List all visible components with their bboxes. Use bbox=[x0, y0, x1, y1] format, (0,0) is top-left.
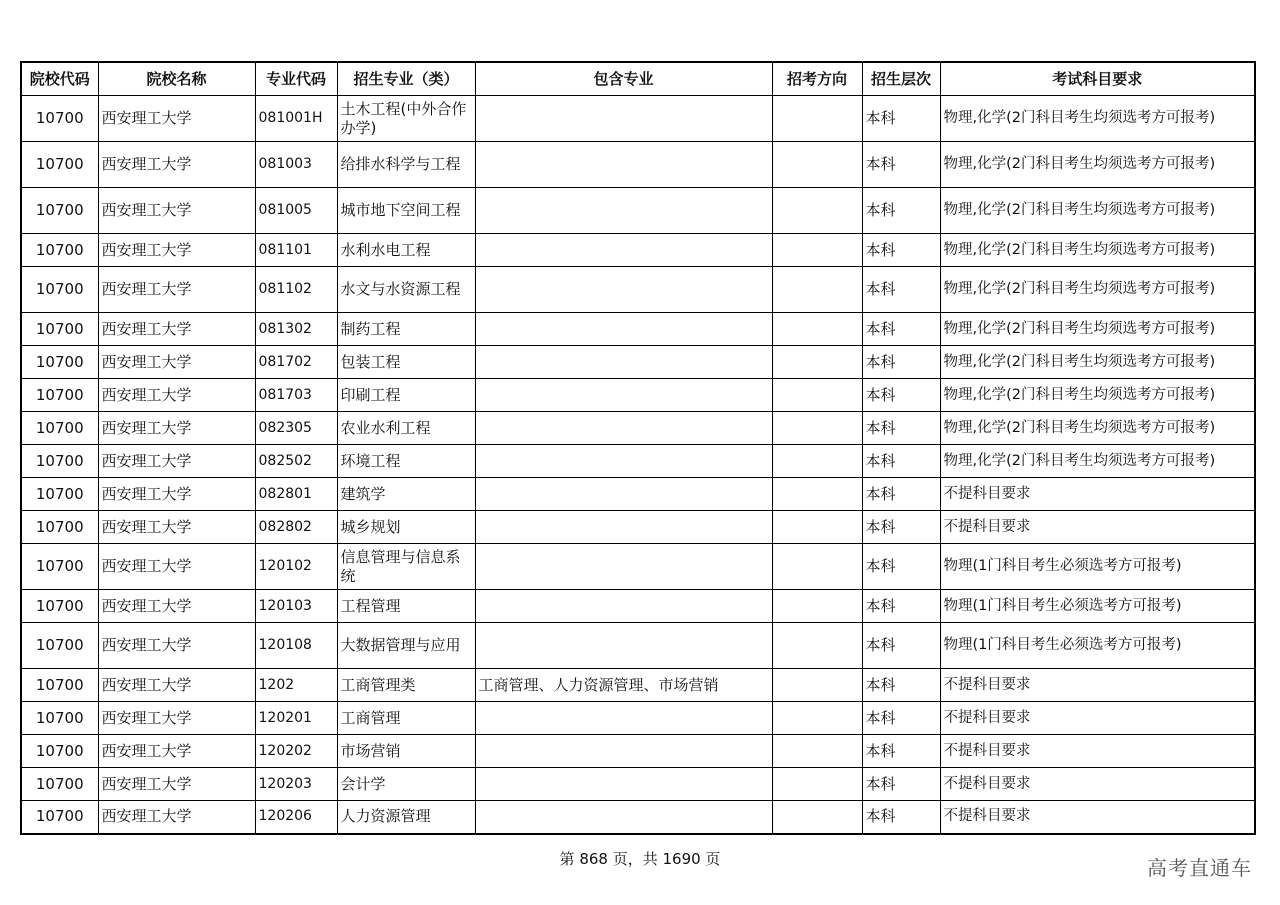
header-direction: 招考方向 bbox=[772, 62, 862, 96]
cell-included-majors bbox=[475, 445, 772, 478]
cell-subject-requirement: 不提科目要求 bbox=[940, 768, 1255, 801]
cell-included-majors bbox=[475, 478, 772, 511]
cell-major-code: 081003 bbox=[255, 142, 337, 188]
cell-school-code: 10700 bbox=[21, 234, 98, 267]
table-row bbox=[21, 702, 1255, 735]
cell-school-name: 西安理工大学 bbox=[98, 313, 255, 346]
cell-major-code: 082801 bbox=[255, 478, 337, 511]
cell-level: 本科 bbox=[862, 801, 940, 834]
cell-direction bbox=[772, 379, 862, 412]
cell-subject-requirement: 不提科目要求 bbox=[940, 478, 1255, 511]
cell-school-code: 10700 bbox=[21, 188, 98, 234]
cell-included-majors bbox=[475, 590, 772, 623]
cell-major-code: 082305 bbox=[255, 412, 337, 445]
cell-major-code: 082802 bbox=[255, 511, 337, 544]
cell-subject-requirement: 物理,化学(2门科目考生均须选考方可报考) bbox=[940, 346, 1255, 379]
cell-level: 本科 bbox=[862, 735, 940, 768]
cell-included-majors: 工商管理、人力资源管理、市场营销 bbox=[475, 669, 772, 702]
cell-school-code: 10700 bbox=[21, 445, 98, 478]
admissions-table bbox=[20, 61, 1256, 835]
header-level: 招生层次 bbox=[862, 62, 940, 96]
table-row bbox=[21, 445, 1255, 478]
cell-direction bbox=[772, 590, 862, 623]
table-row bbox=[21, 623, 1255, 669]
table-row bbox=[21, 234, 1255, 267]
cell-direction bbox=[772, 735, 862, 768]
cell-included-majors bbox=[475, 96, 772, 142]
cell-included-majors bbox=[475, 379, 772, 412]
table-row bbox=[21, 379, 1255, 412]
cell-level: 本科 bbox=[862, 412, 940, 445]
header-school-name: 院校名称 bbox=[98, 62, 255, 96]
cell-included-majors bbox=[475, 234, 772, 267]
table-row bbox=[21, 669, 1255, 702]
cell-subject-requirement: 物理,化学(2门科目考生均须选考方可报考) bbox=[940, 188, 1255, 234]
cell-school-code: 10700 bbox=[21, 267, 98, 313]
cell-direction bbox=[772, 801, 862, 834]
cell-included-majors bbox=[475, 412, 772, 445]
cell-included-majors bbox=[475, 544, 772, 590]
cell-school-code: 10700 bbox=[21, 511, 98, 544]
cell-subject-requirement: 物理,化学(2门科目考生均须选考方可报考) bbox=[940, 313, 1255, 346]
cell-level: 本科 bbox=[862, 267, 940, 313]
cell-school-name: 西安理工大学 bbox=[98, 478, 255, 511]
cell-school-code: 10700 bbox=[21, 623, 98, 669]
cell-direction bbox=[772, 445, 862, 478]
cell-direction bbox=[772, 346, 862, 379]
cell-major-code: 082502 bbox=[255, 445, 337, 478]
table-row bbox=[21, 801, 1255, 834]
cell-school-name: 西安理工大学 bbox=[98, 511, 255, 544]
cell-level: 本科 bbox=[862, 142, 940, 188]
cell-direction bbox=[772, 623, 862, 669]
cell-subject-requirement: 物理(1门科目考生必须选考方可报考) bbox=[940, 544, 1255, 590]
cell-level: 本科 bbox=[862, 544, 940, 590]
cell-major-code: 081302 bbox=[255, 313, 337, 346]
cell-major: 工程管理 bbox=[337, 590, 475, 623]
header-included-majors: 包含专业 bbox=[475, 62, 772, 96]
cell-level: 本科 bbox=[862, 768, 940, 801]
cell-major: 制药工程 bbox=[337, 313, 475, 346]
cell-included-majors bbox=[475, 702, 772, 735]
cell-school-name: 西安理工大学 bbox=[98, 346, 255, 379]
cell-direction bbox=[772, 96, 862, 142]
cell-major-code: 081703 bbox=[255, 379, 337, 412]
cell-subject-requirement: 物理,化学(2门科目考生均须选考方可报考) bbox=[940, 96, 1255, 142]
cell-major-code: 1202 bbox=[255, 669, 337, 702]
cell-major: 城乡规划 bbox=[337, 511, 475, 544]
cell-subject-requirement: 不提科目要求 bbox=[940, 735, 1255, 768]
cell-major-code: 081102 bbox=[255, 267, 337, 313]
table-row bbox=[21, 768, 1255, 801]
cell-major: 信息管理与信息系统 bbox=[337, 544, 475, 590]
cell-subject-requirement: 物理,化学(2门科目考生均须选考方可报考) bbox=[940, 142, 1255, 188]
cell-school-name: 西安理工大学 bbox=[98, 188, 255, 234]
cell-subject-requirement: 物理,化学(2门科目考生均须选考方可报考) bbox=[940, 412, 1255, 445]
cell-subject-requirement: 物理,化学(2门科目考生均须选考方可报考) bbox=[940, 267, 1255, 313]
cell-direction bbox=[772, 412, 862, 445]
cell-school-code: 10700 bbox=[21, 346, 98, 379]
cell-school-code: 10700 bbox=[21, 768, 98, 801]
cell-major: 水利水电工程 bbox=[337, 234, 475, 267]
cell-major-code: 120103 bbox=[255, 590, 337, 623]
cell-direction bbox=[772, 511, 862, 544]
table-row bbox=[21, 478, 1255, 511]
table-row bbox=[21, 346, 1255, 379]
cell-school-name: 西安理工大学 bbox=[98, 234, 255, 267]
cell-major-code: 081101 bbox=[255, 234, 337, 267]
cell-level: 本科 bbox=[862, 702, 940, 735]
header-subject-requirement: 考试科目要求 bbox=[940, 62, 1255, 96]
cell-school-code: 10700 bbox=[21, 313, 98, 346]
cell-level: 本科 bbox=[862, 346, 940, 379]
cell-direction bbox=[772, 544, 862, 590]
cell-school-code: 10700 bbox=[21, 669, 98, 702]
cell-level: 本科 bbox=[862, 379, 940, 412]
cell-included-majors bbox=[475, 511, 772, 544]
cell-major-code: 120203 bbox=[255, 768, 337, 801]
watermark-text: 高考直通车 bbox=[1147, 856, 1252, 880]
table-row bbox=[21, 142, 1255, 188]
cell-direction bbox=[772, 142, 862, 188]
cell-major: 会计学 bbox=[337, 768, 475, 801]
cell-included-majors bbox=[475, 801, 772, 834]
cell-direction bbox=[772, 478, 862, 511]
cell-school-name: 西安理工大学 bbox=[98, 142, 255, 188]
cell-school-name: 西安理工大学 bbox=[98, 623, 255, 669]
cell-subject-requirement: 物理(1门科目考生必须选考方可报考) bbox=[940, 623, 1255, 669]
cell-school-code: 10700 bbox=[21, 544, 98, 590]
table-row bbox=[21, 267, 1255, 313]
cell-direction bbox=[772, 669, 862, 702]
cell-school-name: 西安理工大学 bbox=[98, 412, 255, 445]
cell-major-code: 081702 bbox=[255, 346, 337, 379]
cell-school-name: 西安理工大学 bbox=[98, 379, 255, 412]
cell-included-majors bbox=[475, 623, 772, 669]
cell-major: 农业水利工程 bbox=[337, 412, 475, 445]
cell-major: 水文与水资源工程 bbox=[337, 267, 475, 313]
cell-included-majors bbox=[475, 735, 772, 768]
cell-major: 人力资源管理 bbox=[337, 801, 475, 834]
cell-included-majors bbox=[475, 267, 772, 313]
cell-level: 本科 bbox=[862, 478, 940, 511]
cell-level: 本科 bbox=[862, 590, 940, 623]
cell-school-name: 西安理工大学 bbox=[98, 735, 255, 768]
cell-direction bbox=[772, 267, 862, 313]
cell-school-name: 西安理工大学 bbox=[98, 669, 255, 702]
cell-included-majors bbox=[475, 346, 772, 379]
cell-school-code: 10700 bbox=[21, 801, 98, 834]
cell-major-code: 081005 bbox=[255, 188, 337, 234]
table-row bbox=[21, 544, 1255, 590]
cell-school-code: 10700 bbox=[21, 412, 98, 445]
cell-level: 本科 bbox=[862, 313, 940, 346]
header-major-code: 专业代码 bbox=[255, 62, 337, 96]
cell-major: 土木工程(中外合作办学) bbox=[337, 96, 475, 142]
cell-level: 本科 bbox=[862, 234, 940, 267]
cell-subject-requirement: 物理(1门科目考生必须选考方可报考) bbox=[940, 590, 1255, 623]
cell-major-code: 120206 bbox=[255, 801, 337, 834]
cell-major: 环境工程 bbox=[337, 445, 475, 478]
cell-school-name: 西安理工大学 bbox=[98, 768, 255, 801]
cell-major-code: 081001H bbox=[255, 96, 337, 142]
cell-major: 工商管理 bbox=[337, 702, 475, 735]
cell-direction bbox=[772, 768, 862, 801]
cell-subject-requirement: 不提科目要求 bbox=[940, 511, 1255, 544]
header-major: 招生专业（类） bbox=[337, 62, 475, 96]
cell-subject-requirement: 不提科目要求 bbox=[940, 801, 1255, 834]
cell-level: 本科 bbox=[862, 445, 940, 478]
cell-major: 城市地下空间工程 bbox=[337, 188, 475, 234]
cell-major-code: 120102 bbox=[255, 544, 337, 590]
cell-included-majors bbox=[475, 313, 772, 346]
cell-school-name: 西安理工大学 bbox=[98, 544, 255, 590]
cell-major: 建筑学 bbox=[337, 478, 475, 511]
page-number: 第 868 页，共 1690 页 bbox=[559, 850, 721, 868]
cell-major: 包装工程 bbox=[337, 346, 475, 379]
cell-direction bbox=[772, 188, 862, 234]
cell-major: 印刷工程 bbox=[337, 379, 475, 412]
cell-subject-requirement: 物理,化学(2门科目考生均须选考方可报考) bbox=[940, 234, 1255, 267]
cell-major-code: 120108 bbox=[255, 623, 337, 669]
cell-major-code: 120202 bbox=[255, 735, 337, 768]
cell-school-name: 西安理工大学 bbox=[98, 445, 255, 478]
cell-subject-requirement: 物理,化学(2门科目考生均须选考方可报考) bbox=[940, 445, 1255, 478]
cell-school-code: 10700 bbox=[21, 142, 98, 188]
cell-level: 本科 bbox=[862, 96, 940, 142]
cell-included-majors bbox=[475, 142, 772, 188]
header-row bbox=[21, 62, 1255, 96]
cell-level: 本科 bbox=[862, 511, 940, 544]
cell-level: 本科 bbox=[862, 669, 940, 702]
cell-level: 本科 bbox=[862, 623, 940, 669]
cell-subject-requirement: 不提科目要求 bbox=[940, 669, 1255, 702]
cell-school-name: 西安理工大学 bbox=[98, 96, 255, 142]
cell-major: 大数据管理与应用 bbox=[337, 623, 475, 669]
header-school-code: 院校代码 bbox=[21, 62, 98, 96]
cell-subject-requirement: 不提科目要求 bbox=[940, 702, 1255, 735]
table-row bbox=[21, 188, 1255, 234]
cell-school-code: 10700 bbox=[21, 96, 98, 142]
cell-direction bbox=[772, 234, 862, 267]
cell-included-majors bbox=[475, 768, 772, 801]
cell-major: 给排水科学与工程 bbox=[337, 142, 475, 188]
cell-school-name: 西安理工大学 bbox=[98, 801, 255, 834]
table-row bbox=[21, 590, 1255, 623]
table-row bbox=[21, 412, 1255, 445]
cell-included-majors bbox=[475, 188, 772, 234]
table-row bbox=[21, 313, 1255, 346]
cell-school-code: 10700 bbox=[21, 735, 98, 768]
cell-direction bbox=[772, 313, 862, 346]
cell-school-name: 西安理工大学 bbox=[98, 702, 255, 735]
cell-direction bbox=[772, 702, 862, 735]
cell-school-code: 10700 bbox=[21, 478, 98, 511]
table-row bbox=[21, 96, 1255, 142]
table-row bbox=[21, 511, 1255, 544]
cell-major: 工商管理类 bbox=[337, 669, 475, 702]
table-row bbox=[21, 735, 1255, 768]
cell-school-name: 西安理工大学 bbox=[98, 590, 255, 623]
cell-school-name: 西安理工大学 bbox=[98, 267, 255, 313]
cell-major: 市场营销 bbox=[337, 735, 475, 768]
cell-level: 本科 bbox=[862, 188, 940, 234]
cell-subject-requirement: 物理,化学(2门科目考生均须选考方可报考) bbox=[940, 379, 1255, 412]
cell-school-code: 10700 bbox=[21, 702, 98, 735]
cell-school-code: 10700 bbox=[21, 379, 98, 412]
cell-major-code: 120201 bbox=[255, 702, 337, 735]
cell-school-code: 10700 bbox=[21, 590, 98, 623]
